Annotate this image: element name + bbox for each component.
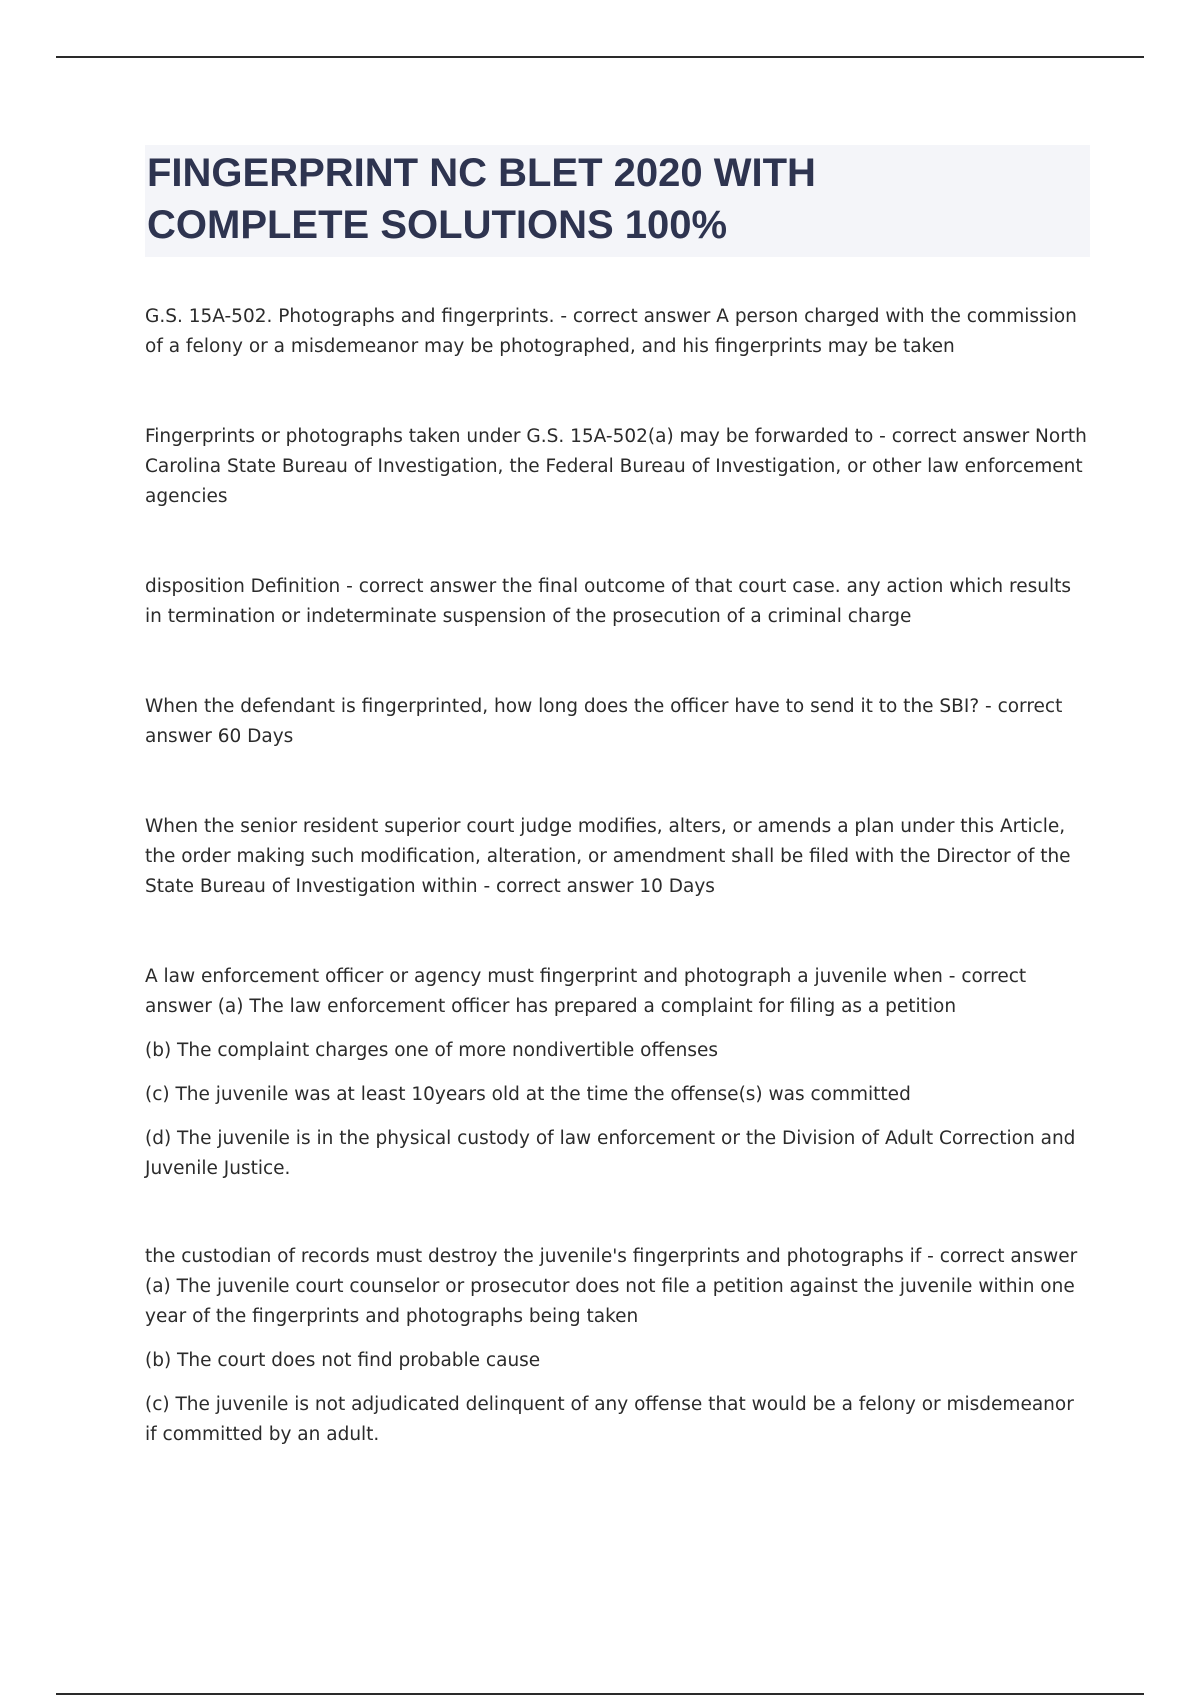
top-rule bbox=[56, 56, 1144, 58]
qa-text: Fingerprints or photographs taken under G.S. 15A-502(a) may be forwarded to - correct answer North Carolina State Bureau of Investigation, the Federal Bureau of Investigation, or other law enforcement agencies bbox=[145, 426, 1087, 507]
title-line-1: FINGERPRINT NC BLET 2020 WITH bbox=[147, 151, 816, 195]
qa-item-1 bbox=[145, 302, 1090, 362]
qa-sub-item: (d) The juvenile is in the physical custody of law enforcement or the Division of Adult Correction and Juvenile Justice. bbox=[145, 1128, 1076, 1179]
qa-text: When the senior resident superior court judge modifies, alters, or amends a plan under this Article, the order making such modification, alteration, or amendment shall be filed with the Director of the State Bureau of Investigation within - correct answer 10 Days bbox=[145, 816, 1071, 897]
qa-item-6 bbox=[145, 962, 1090, 1184]
qa-text: disposition Definition - correct answer the final outcome of that court case. any action which results in termination or indeterminate suspension of the prosecution of a criminal charge bbox=[145, 576, 1071, 627]
qa-sub-item: (b) The complaint charges one of more nondivertible offenses bbox=[145, 1040, 719, 1061]
qa-text: the custodian of records must destroy the juvenile's fingerprints and photographs if - correct answer (a) The juvenile court counselor or prosecutor does not file a petition against the juvenile within one year of the fingerprints and photographs being taken bbox=[145, 1246, 1078, 1327]
qa-sub-item: (c) The juvenile is not adjudicated delinquent of any offense that would be a felony or misdemeanor if committed by an adult. bbox=[145, 1394, 1074, 1445]
bottom-rule bbox=[56, 1693, 1144, 1695]
document-body bbox=[145, 145, 1090, 1510]
qa-text: A law enforcement officer or agency must fingerprint and photograph a juvenile when - correct answer (a) The law enforcement officer has prepared a complaint for filing as a petition bbox=[145, 966, 1027, 1017]
qa-item-7 bbox=[145, 1242, 1090, 1450]
qa-text: G.S. 15A-502. Photographs and fingerprints. - correct answer A person charged with the commission of a felony or a misdemeanor may be photographed, and his fingerprints may be taken bbox=[145, 306, 1077, 357]
qa-item-5 bbox=[145, 812, 1090, 902]
qa-sub-item: (b) The court does not find probable cause bbox=[145, 1350, 541, 1371]
title-line-2: COMPLETE SOLUTIONS 100% bbox=[147, 203, 728, 247]
qa-item-3 bbox=[145, 572, 1090, 632]
qa-text: When the defendant is fingerprinted, how long does the officer have to send it to the SBI? - correct answer 60 Days bbox=[145, 696, 1063, 747]
qa-item-2 bbox=[145, 422, 1090, 512]
qa-sub-item: (c) The juvenile was at least 10years old at the time the offense(s) was committed bbox=[145, 1084, 911, 1105]
qa-item-4 bbox=[145, 692, 1090, 752]
title-block bbox=[145, 145, 1090, 257]
